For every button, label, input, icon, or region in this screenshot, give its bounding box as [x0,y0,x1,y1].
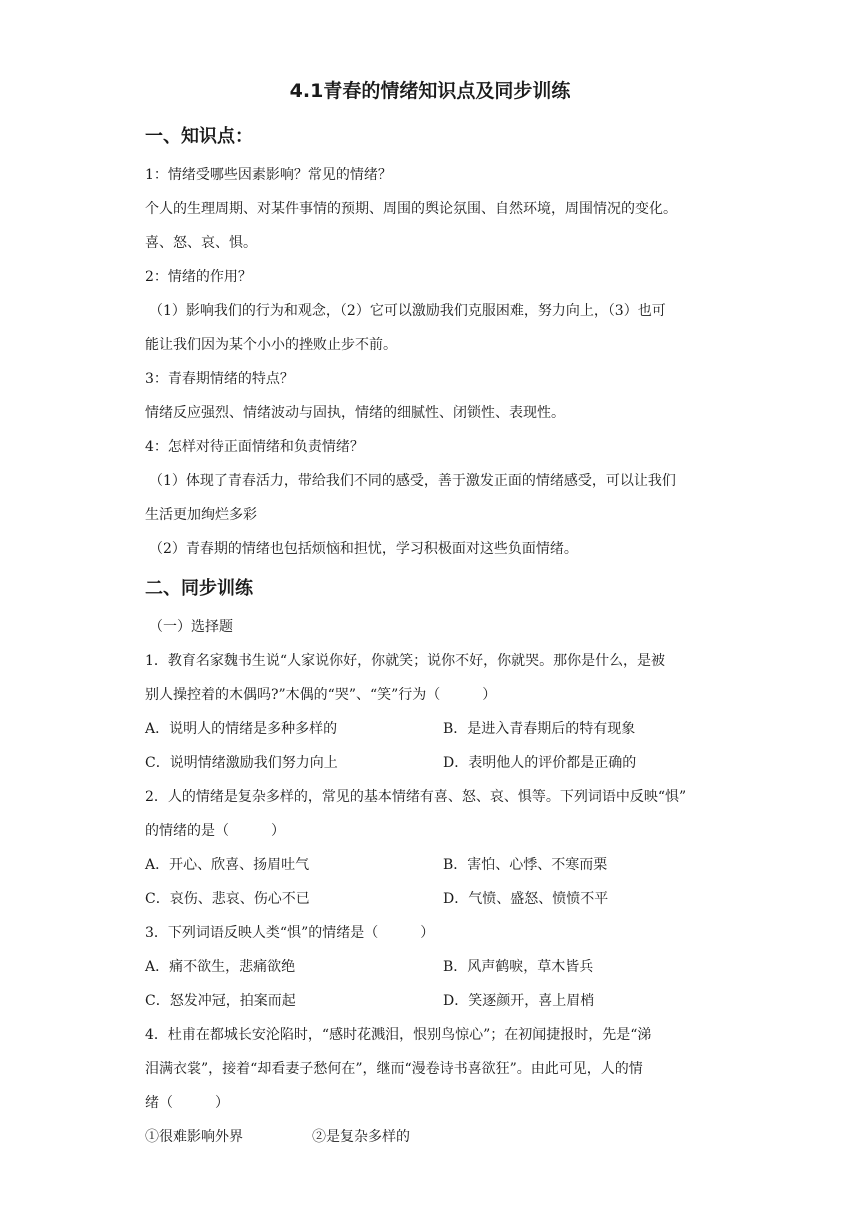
answer-2-line-2: 能让我们因为某个小小的挫败止步不前。 [145,337,397,353]
subsection-choice: （一）选择题 [149,619,233,635]
mcq-4-statement-2: ②是复杂多样的 [312,1129,410,1145]
mcq-2-option-b: B．害怕、心悸、不寒而栗 [443,857,608,873]
answer-1-line-1: 个人的生理周期、对某件事情的预期、周围的舆论氛围、自然环境，周围情况的变化。 [145,201,677,217]
section-heading-knowledge: 一、知识点： [145,126,253,147]
mcq-3-option-c: C．怒发冲冠，拍案而起 [145,993,296,1009]
document-title: 4.1青春的情绪知识点及同步训练 [289,80,571,102]
mcq-1-option-b: B．是进入青春期后的特有现象 [443,721,636,737]
question-4: 4：怎样对待正面情绪和负责情绪？ [145,439,364,455]
mcq-1-option-c: C．说明情绪激励我们努力向上 [145,755,338,771]
answer-4-line-1: （1）体现了青春活力，带给我们不同的感受，善于激发正面的情绪感受，可以让我们 [149,473,676,489]
mcq-2-stem-line-2: 的情绪的是（ ） [145,823,285,839]
mcq-2-option-a: A．开心、欣喜、扬眉吐气 [145,857,310,873]
answer-2-line-1: （1）影响我们的行为和观念，（2）它可以激励我们克服困难，努力向上，（3）也可 [149,303,666,319]
section-heading-training: 二、同步训练 [145,578,253,599]
mcq-1-option-a: A．说明人的情绪是多种多样的 [145,721,338,737]
mcq-4-statement-1: ①很难影响外界 [145,1129,243,1145]
mcq-3-option-b: B．风声鹤唳，草木皆兵 [443,959,594,975]
answer-4-line-2: 生活更加绚烂多彩 [145,507,257,523]
mcq-3-option-a: A．痛不欲生，悲痛欲绝 [145,959,296,975]
answer-4-line-3: （2）青春期的情绪也包括烦恼和担忧，学习积极面对这些负面情绪。 [149,541,578,557]
mcq-4-stem-line-3: 绪（ ） [145,1095,229,1111]
mcq-2-option-d: D．气愤、盛怒、愤愤不平 [443,891,609,907]
answer-1-line-2: 喜、怒、哀、惧。 [145,235,257,251]
mcq-1-stem-line-2: 别人操控着的木偶吗?”木偶的“哭”、“笑”行为（ ） [145,687,497,703]
mcq-3-stem: 3．下列词语反映人类“惧”的情绪是（ ） [145,925,435,941]
answer-3-line-1: 情绪反应强烈、情绪波动与固执，情绪的细腻性、闭锁性、表现性。 [145,405,565,421]
mcq-4-stem-line-1: 4．杜甫在都城长安沦陷时，“感时花溅泪，恨别鸟惊心”；在初闻捷报时，先是“涕 [145,1027,652,1043]
mcq-3-option-d: D．笑逐颜开，喜上眉梢 [443,993,595,1009]
mcq-4-stem-line-2: 泪满衣裳”，接着“却看妻子愁何在”，继而“漫卷诗书喜欲狂”。由此可见，人的情 [145,1061,643,1077]
question-2: 2：情绪的作用？ [145,269,252,285]
mcq-2-option-c: C．哀伤、悲哀、伤心不已 [145,891,310,907]
mcq-1-stem-line-1: 1．教育名家魏书生说“人家说你好，你就笑；说你不好，你就哭。那你是什么，是被 [145,653,666,669]
mcq-2-stem-line-1: 2．人的情绪是复杂多样的，常见的基本情绪有喜、怒、哀、惧等。下列词语中反映“惧” [145,789,687,805]
question-3: 3：青春期情绪的特点？ [145,371,294,387]
mcq-1-option-d: D．表明他人的评价都是正确的 [443,755,637,771]
question-1: 1：情绪受哪些因素影响？常见的情绪？ [145,167,392,183]
